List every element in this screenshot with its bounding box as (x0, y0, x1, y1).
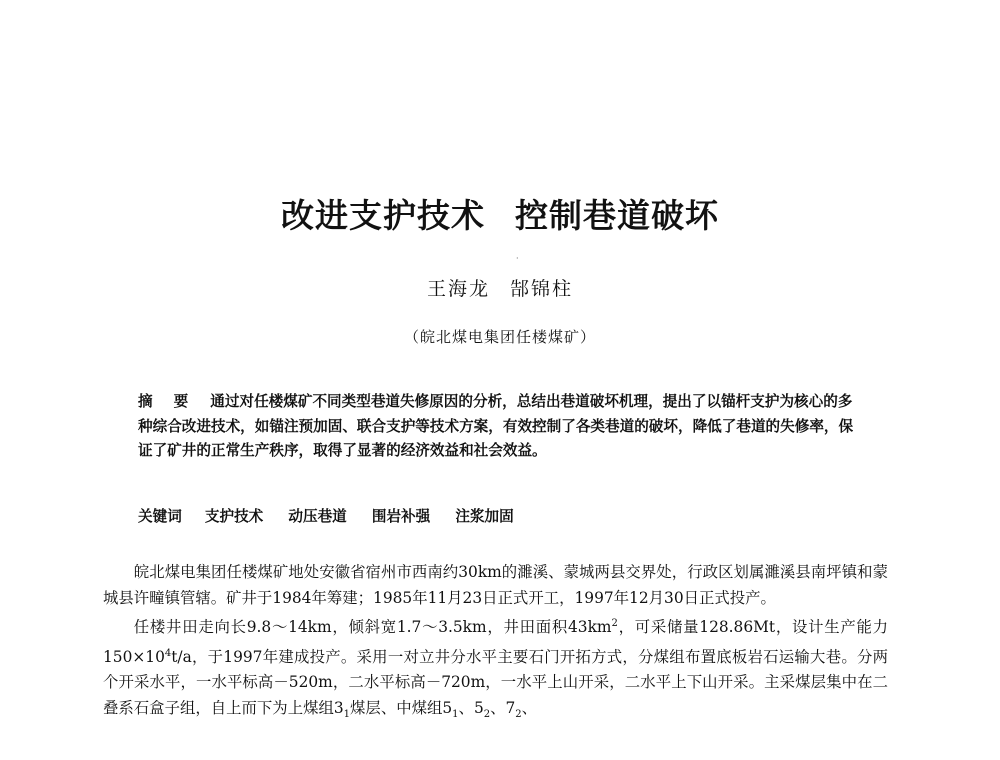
superscript: 4 (164, 647, 172, 659)
keywords (138, 505, 860, 526)
text-run: 煤层、中煤组5 (350, 698, 453, 717)
paragraph-1: 皖北煤电集团任楼煤矿地处安徽省宿州市西南约30km的濉溪、蒙城两县交界处，行政区划属濉溪县南坪镇和蒙城县许疃镇管辖。矿井于1984年筹建；1985年11月23日正式开工，1997年12月30日正式投产。 (103, 563, 888, 607)
abstract (138, 390, 860, 464)
text-run: t/a，于1997年建成投产。采用一对立井分水平主要石门开拓方式，分煤组布置底板岩石运输大巷。分两个开采水平，一水平标高－520m，二水平标高－720m，一水平上山开采，二水平上下山开采。主采煤层集中在二叠系石盒子组，自上而下为上煤组3 (103, 647, 888, 717)
keyword: 支护技术 (204, 508, 264, 525)
author-name: 郜锦柱 (510, 278, 574, 300)
keyword: 动压巷道 (288, 508, 347, 525)
text-run: 、7 (490, 698, 516, 717)
affiliation: （皖北煤电集团任楼煤矿） (403, 328, 596, 346)
author-list (0, 274, 1000, 301)
keyword: 围岩补强 (371, 508, 431, 525)
abstract-text: 通过对任楼煤矿不同类型巷道失修原因的分析，总结出巷道破坏机理，提出了以锚杆支护为核心的多种综合改进技术，如锚注预加固、联合支护等技术方案，有效控制了各类巷道的破坏，降低了巷道的失修率，保证了矿井的正常生产秩序，取得了显著的经济效益和社会效益。 (138, 393, 854, 459)
keywords-label: 关键词 (138, 508, 182, 525)
text-run: ，可采储量128.86Mt，设计生产能力150×10 (103, 618, 888, 666)
article-title (0, 190, 1000, 237)
body-text (103, 560, 888, 727)
title-part-2: 控制巷道破坏 (515, 196, 719, 235)
superscript: 2 (611, 618, 618, 629)
subscript: 1 (452, 708, 459, 720)
abstract-label: 摘 要 (138, 393, 197, 410)
text-run: 任楼井田走向长9.8～14km，倾斜宽1.7～3.5km，井田面积43km (133, 618, 612, 637)
subscript: 1 (343, 708, 351, 720)
subscript: 2 (515, 708, 522, 720)
keyword: 注浆加固 (455, 508, 514, 525)
title-part-1: 改进支护技术 (281, 196, 485, 235)
stray-dot: · (516, 254, 519, 263)
paragraph-2 (103, 611, 888, 727)
text-run: 、 (521, 698, 538, 717)
text-run: 、5 (458, 698, 484, 717)
subscript: 2 (483, 708, 491, 720)
author-name: 王海龙 (426, 278, 490, 300)
